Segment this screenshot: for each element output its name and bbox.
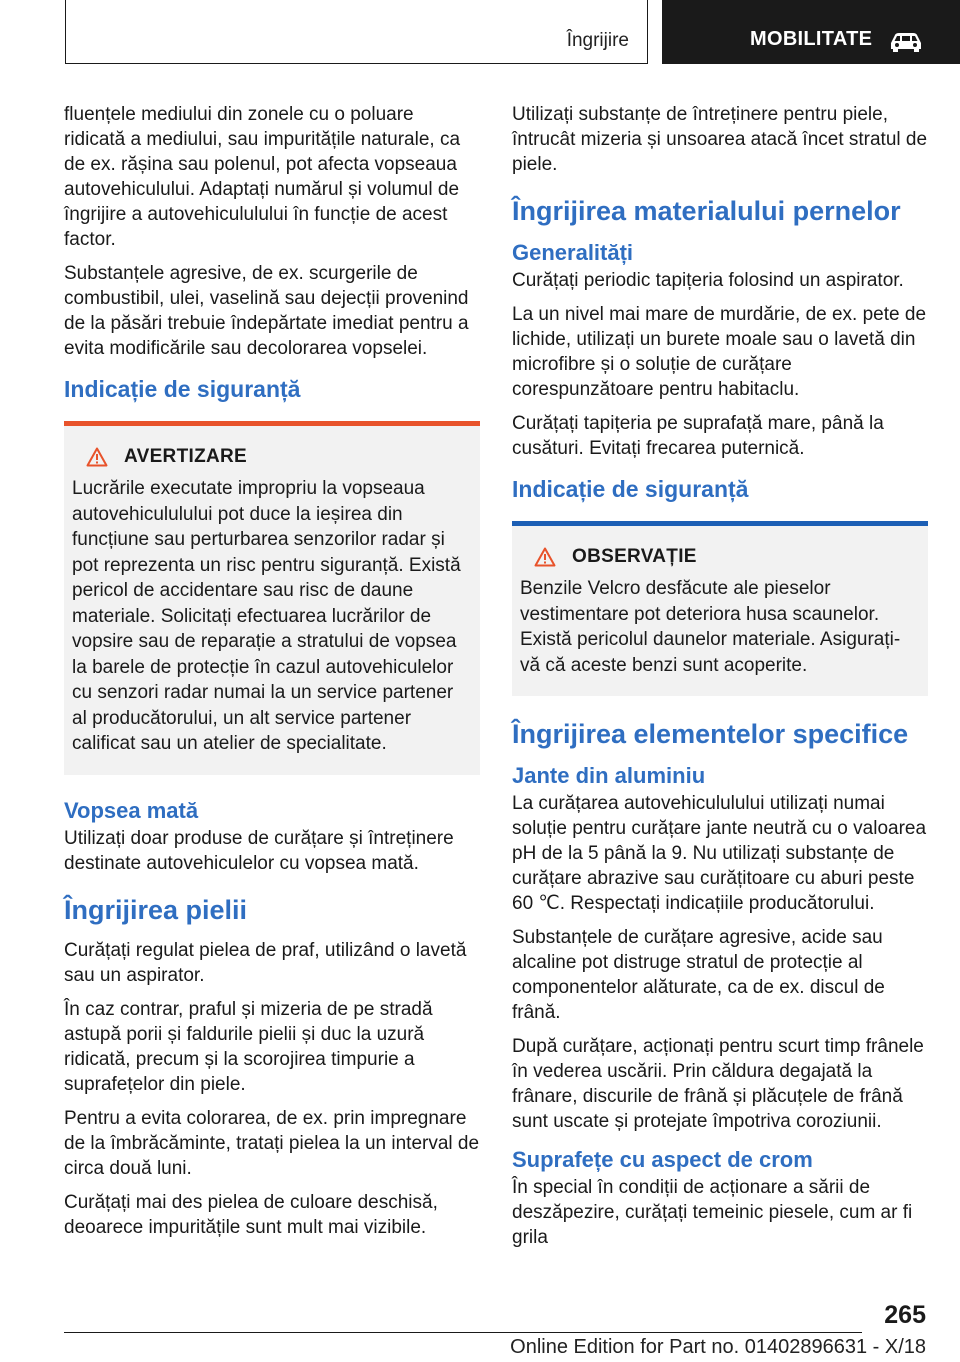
warning-triangle-icon	[534, 547, 556, 567]
paragraph: Curățați tapițeria pe suprafață mare, până la cusături. Evitați frecarea puternică.	[512, 413, 884, 459]
footer-edition: Online Edition for Part no. 01402896631 - X/18	[510, 1336, 926, 1358]
heading-aluminium-rims: Jante din aluminiu	[512, 763, 706, 788]
paragraph: Utilizați doar produse de curățare și întreținere destinate autovehiculelor cu vopsea mată.	[64, 827, 454, 874]
heading-safety-note: Indicație de siguranță	[64, 376, 301, 402]
paragraph: Pentru a evita colorarea, de ex. prin impregnare de la îmbrăcăminte, tratați pielea la un interval de circa două luni.	[64, 1107, 480, 1179]
paragraph: Curățați mai des pielea de culoare deschisă, deoarece impuritățile sunt mult mai vizibile.	[64, 1191, 438, 1238]
footer-divider	[64, 1332, 862, 1333]
paragraph: Curățați periodic tapițeria folosind un aspirator.	[512, 270, 904, 291]
paragraph: La curățarea autovehicululului utilizați numai soluție pentru curățare jante neutră cu o valoarea pH de la 5 până la 9. Nu utilizați substanțe de curățare abrazive sau curățitoare cu aburi peste 60 ℃. Respectați indicațiile producătorului.	[512, 793, 927, 914]
car-icon	[888, 30, 924, 52]
page-number: 265	[884, 1301, 926, 1329]
header-chapter-box	[662, 0, 960, 64]
heading-leather-care: Îngrijirea pielii	[64, 894, 248, 925]
caution-title: OBSERVAȚIE	[572, 546, 697, 567]
warning-header	[86, 446, 472, 468]
warning-triangle-icon	[86, 447, 108, 467]
paragraph: După curățare, acționați pentru scurt timp frânele în vederea uscării. Prin căldura degajată la frânare, discurile de frână și plăcuțele de frână sunt uscate și protejate împotriva coroziunii.	[512, 1036, 924, 1132]
right-column	[512, 102, 928, 1259]
paragraph: Utilizați substanțe de întreținere pentru piele, întrucât mizeria și unsoarea atacă încet stratul de piele.	[512, 104, 928, 175]
caution-header	[534, 546, 920, 568]
paragraph: Substanțele agresive, de ex. scurgerile de combustibil, ulei, vaselină sau dejecții provenind de la păsări trebuie îndepărtate imediat pentru a evita modificările sau decolorarea vopselei.	[64, 263, 469, 359]
paragraph: Substanțele de curățare agresive, acide sau alcaline pot distruge stratul de protecție al componentelor alăturate, ca de ex. discul de frână.	[512, 927, 885, 1023]
header-section-box	[65, 0, 648, 64]
warning-box	[64, 421, 480, 775]
heading-upholstery-care: Îngrijirea materialului pernelor	[512, 196, 901, 226]
paragraph: În caz contrar, praful și mizeria de pe stradă astupă porii și faldurile pielii și duc la uzură ridicată, precum și la scorojirea timpurie a suprafețelor din piele.	[64, 998, 433, 1095]
warning-text: Lucrările executate impropriu la vopseaua autovehicululului pot duce la ieșirea din funcțiune sau perturbarea senzorilor radar și pot reprezenta un risc pentru siguranță. Există pericol de accidentare sau risc de daune materiale. Solicitați efectuarea lucrărilor de vopsire sau de reparație a stratului de vopsea la barele de protecție în cazul autovehiculelor cu senzori radar numai la un service partener al producătorului, un alt service partener calificat sau un atelier de specialitate.	[72, 478, 461, 754]
warning-title: AVERTIZARE	[124, 446, 247, 467]
left-column	[64, 102, 480, 1249]
paragraph: fluențele mediului din zonele cu o poluare ridicată a mediului, sau impuritățile naturale, ca de ex. rășina sau polenul, pot afecta vopseaua autovehiculului. Adaptați numărul și volumul de îngrijire a autovehicululului în funcție de acest factor.	[64, 104, 461, 250]
section-title: Îngrijire	[566, 30, 629, 51]
heading-specific-elements: Îngrijirea elementelor specifice	[512, 719, 909, 749]
chapter-title: MOBILITATE	[750, 28, 873, 50]
caution-text: Benzile Velcro desfăcute ale pieselor vestimentare pot deteriora husa scaunelor. Există pericolul daunelor materiale. Asigurați-vă că aceste benzi sunt acoperite.	[520, 578, 901, 676]
paragraph: Curățați regulat pielea de praf, utilizând o lavetă sau un aspirator.	[64, 939, 467, 986]
heading-chrome-surfaces: Suprafețe cu aspect de crom	[512, 1147, 813, 1172]
paragraph: La un nivel mai mare de murdărie, de ex. pete de lichide, utilizați un burete moale sau o lavetă din microfibre și o soluție de curățare corespunzătoare pentru habitaclu.	[512, 304, 927, 400]
heading-general: Generalități	[512, 240, 634, 265]
paragraph: În special în condiții de acționare a sării de deszăpezire, curățați temeinic piesele, cum ar fi grila	[512, 1177, 913, 1248]
caution-box	[512, 521, 928, 696]
heading-safety-note: Indicație de siguranță	[512, 476, 749, 502]
heading-matte-paint: Vopsea mată	[64, 797, 199, 823]
